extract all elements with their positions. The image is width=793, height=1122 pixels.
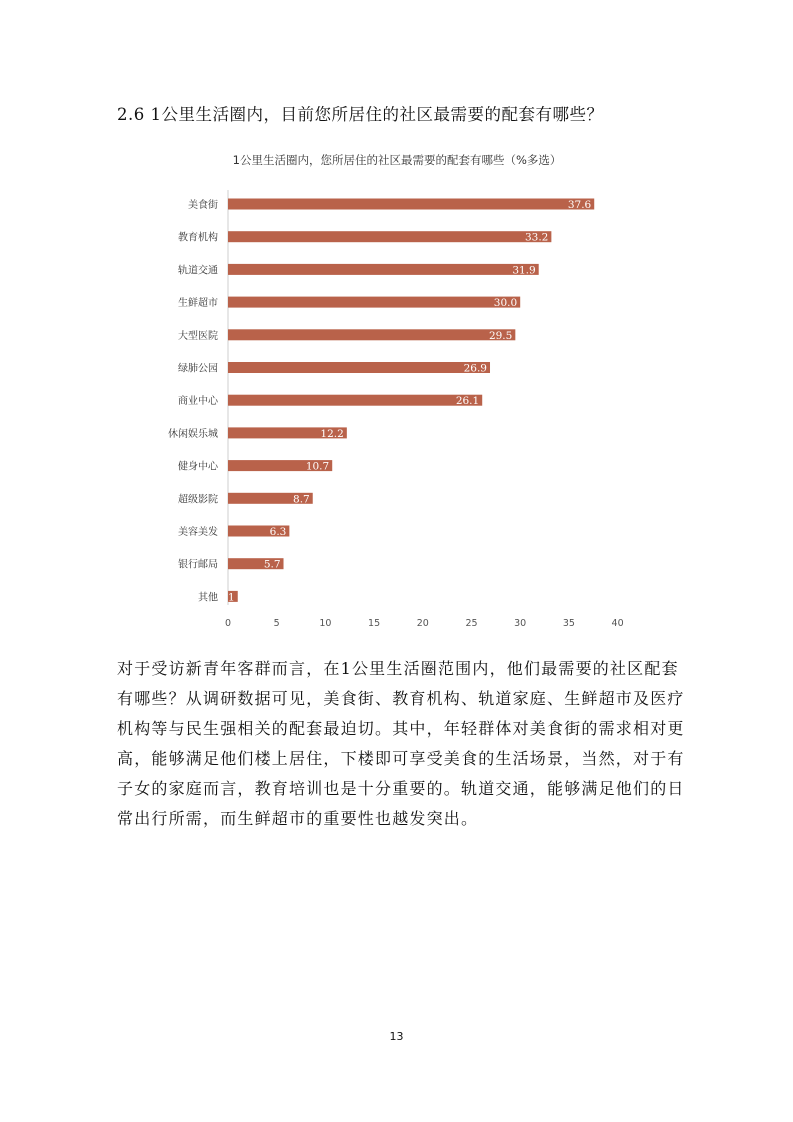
x-tick-label: 40: [611, 618, 624, 629]
bar: [228, 329, 515, 340]
data-label: 31.9: [512, 264, 536, 277]
body-paragraph: [117, 654, 687, 834]
category-label: 生鲜超市: [178, 298, 218, 310]
data-label: 8.7: [293, 493, 310, 506]
bar: [228, 199, 594, 210]
data-label: 26.1: [455, 395, 480, 408]
category-label: 大型医院: [178, 330, 218, 342]
data-label: 1: [228, 591, 235, 604]
bar-chart: [0, 140, 793, 640]
data-label: 33.2: [524, 231, 549, 244]
category-label: 其他: [198, 592, 218, 604]
category-label: 美容美发: [178, 527, 218, 538]
bar: [228, 297, 520, 308]
data-label: 29.5: [488, 329, 513, 342]
x-tick-label: 20: [416, 618, 429, 629]
data-label: 30.0: [493, 297, 518, 310]
data-label: 37.6: [567, 199, 592, 211]
category-label: 超级影院: [178, 494, 218, 506]
x-tick-label: 25: [465, 618, 478, 629]
x-tick-label: 15: [368, 618, 381, 629]
section-heading: 2.6 1公里生活圈内，目前您所居住的社区最需要的配套有哪些？: [117, 105, 604, 124]
x-tick-label: 5: [273, 618, 280, 629]
bar: [228, 395, 482, 406]
data-label: 6.3: [269, 526, 287, 538]
category-label: 教育机构: [178, 232, 218, 244]
data-label: 10.7: [305, 460, 330, 473]
bar: [228, 362, 490, 373]
x-tick-label: 30: [514, 618, 527, 629]
paragraph-text: 对于受访新青年客群而言，在1公里生活圈范围内，他们最需要的社区配套有哪些？从调研数据可见，美食街、教育机构、轨道家庭、生鲜超市及医疗机构等与民生强相关的配套最迫切。其中，年轻群体对美食街的需求相对更高，能够满足他们楼上居住，下楼即可享受美食的生活场景，当然，对于有子女的家庭而言，教育培训也是十分重要的。轨道交通，能够满足他们的日常出行所需，而生鲜超市的重要性也越发突出。: [117, 659, 685, 828]
data-label: 5.7: [263, 558, 281, 571]
category-label: 美食街: [188, 200, 218, 211]
category-label: 轨道交通: [178, 265, 218, 277]
category-label: 商业中心: [178, 396, 218, 408]
category-label: 绿肺公园: [178, 363, 218, 375]
x-tick-label: 0: [224, 618, 232, 629]
category-label: 休闲娱乐城: [168, 428, 218, 440]
x-tick-label: 10: [319, 618, 332, 629]
category-label: 健身中心: [178, 461, 218, 473]
x-tick-label: 35: [562, 618, 575, 629]
page-number: 13: [389, 1030, 404, 1043]
category-label: 银行邮局: [178, 559, 218, 571]
data-label: 26.9: [463, 362, 488, 375]
data-label: 12.2: [320, 427, 344, 440]
bar: [228, 231, 551, 242]
chart-title: 1公里生活圈内，您所居住的社区最需要的配套有哪些（%多选）: [232, 153, 562, 167]
bar: [228, 264, 539, 275]
